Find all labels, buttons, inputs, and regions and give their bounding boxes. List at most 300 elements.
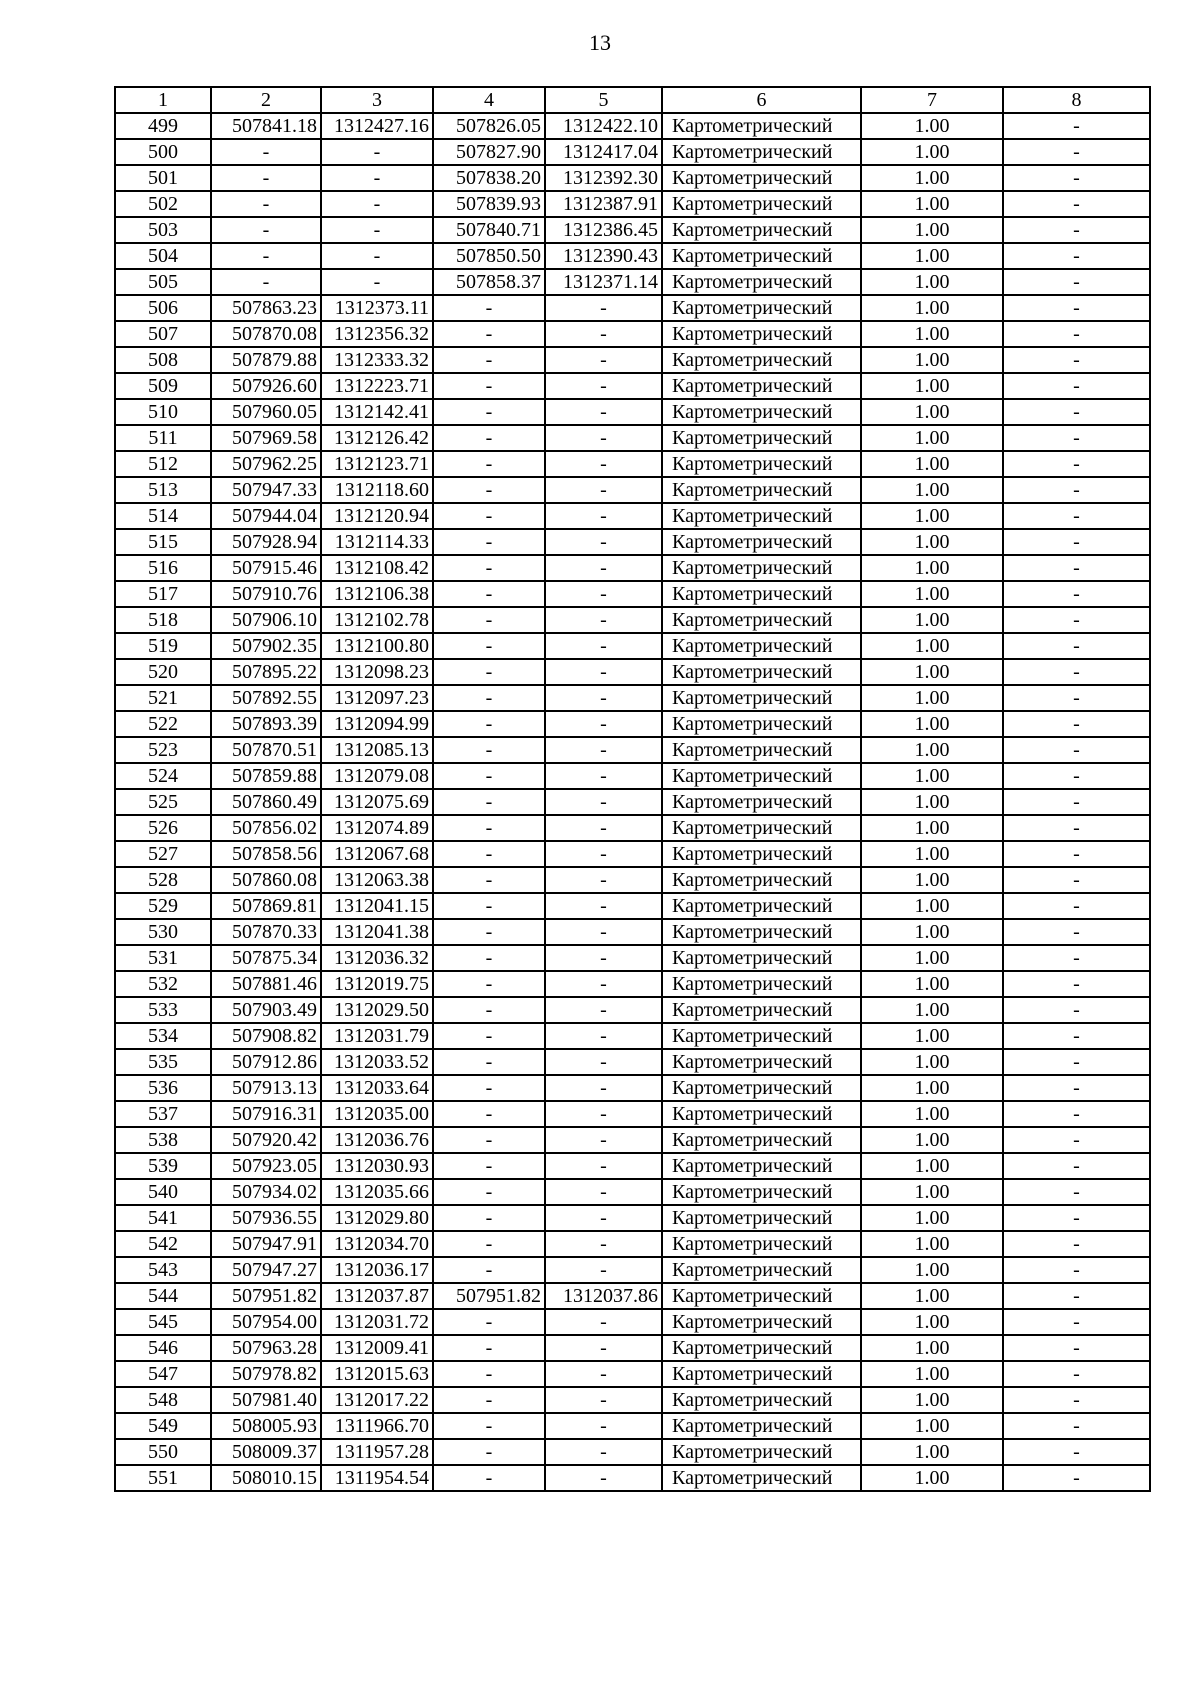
table-cell: 1.00 bbox=[861, 1335, 1003, 1361]
table-cell: 1.00 bbox=[861, 1465, 1003, 1491]
table-cell: 1312031.79 bbox=[321, 1023, 433, 1049]
table-cell: Картометрический bbox=[662, 165, 861, 191]
table-cell: - bbox=[433, 867, 545, 893]
table-row bbox=[115, 815, 1150, 841]
table-row bbox=[115, 529, 1150, 555]
table-cell: - bbox=[1003, 555, 1150, 581]
table-row bbox=[115, 997, 1150, 1023]
table-cell: - bbox=[1003, 451, 1150, 477]
table-cell: - bbox=[211, 139, 321, 165]
table-cell: Картометрический bbox=[662, 1465, 861, 1491]
table-row bbox=[115, 1127, 1150, 1153]
table-cell: - bbox=[433, 399, 545, 425]
table-cell: Картометрический bbox=[662, 1361, 861, 1387]
table-cell: Картометрический bbox=[662, 1153, 861, 1179]
table-cell: 1312427.16 bbox=[321, 113, 433, 139]
table-cell: 520 bbox=[115, 659, 211, 685]
table-cell: 1.00 bbox=[861, 555, 1003, 581]
table-cell: Картометрический bbox=[662, 919, 861, 945]
table-cell: - bbox=[1003, 1387, 1150, 1413]
table-cell: 1312035.66 bbox=[321, 1179, 433, 1205]
table-cell: 522 bbox=[115, 711, 211, 737]
table-cell: 1312067.68 bbox=[321, 841, 433, 867]
table-cell: 1.00 bbox=[861, 1231, 1003, 1257]
table-cell: - bbox=[545, 1465, 662, 1491]
table-cell: 507981.40 bbox=[211, 1387, 321, 1413]
table-cell: - bbox=[433, 1127, 545, 1153]
table-cell: Картометрический bbox=[662, 763, 861, 789]
table-cell: - bbox=[1003, 763, 1150, 789]
table-cell: - bbox=[545, 841, 662, 867]
table-cell: 1.00 bbox=[861, 1439, 1003, 1465]
table-row bbox=[115, 1023, 1150, 1049]
table-cell: Картометрический bbox=[662, 1075, 861, 1101]
table-cell: 1312386.45 bbox=[545, 217, 662, 243]
table-cell: - bbox=[433, 841, 545, 867]
table-cell: 1311954.54 bbox=[321, 1465, 433, 1491]
table-cell: 507920.42 bbox=[211, 1127, 321, 1153]
table-cell: - bbox=[1003, 607, 1150, 633]
table-cell: 542 bbox=[115, 1231, 211, 1257]
table-cell: 1312063.38 bbox=[321, 867, 433, 893]
table-cell: - bbox=[1003, 139, 1150, 165]
table-cell: Картометрический bbox=[662, 477, 861, 503]
table-cell: Картометрический bbox=[662, 113, 861, 139]
table-row bbox=[115, 1075, 1150, 1101]
table-cell: Картометрический bbox=[662, 711, 861, 737]
table-cell: 1.00 bbox=[861, 1387, 1003, 1413]
table-cell: - bbox=[545, 503, 662, 529]
table-cell: - bbox=[1003, 269, 1150, 295]
table-cell: 507903.49 bbox=[211, 997, 321, 1023]
table-cell: 507951.82 bbox=[433, 1283, 545, 1309]
table-cell: 1.00 bbox=[861, 295, 1003, 321]
table-cell: 504 bbox=[115, 243, 211, 269]
table-cell: Картометрический bbox=[662, 425, 861, 451]
table-cell: - bbox=[545, 1439, 662, 1465]
table-cell: Картометрический bbox=[662, 737, 861, 763]
table-cell: 1312422.10 bbox=[545, 113, 662, 139]
table-cell: 507856.02 bbox=[211, 815, 321, 841]
table-cell: 1312030.93 bbox=[321, 1153, 433, 1179]
table-cell: 1.00 bbox=[861, 1023, 1003, 1049]
table-cell: - bbox=[545, 633, 662, 659]
table-cell: 534 bbox=[115, 1023, 211, 1049]
table-cell: 531 bbox=[115, 945, 211, 971]
table-row bbox=[115, 295, 1150, 321]
table-cell: 507944.04 bbox=[211, 503, 321, 529]
table-cell: Картометрический bbox=[662, 373, 861, 399]
table-cell: 507963.28 bbox=[211, 1335, 321, 1361]
table-cell: 1312033.52 bbox=[321, 1049, 433, 1075]
table-cell: 507840.71 bbox=[433, 217, 545, 243]
table-cell: 1312123.71 bbox=[321, 451, 433, 477]
table-cell: 1312035.00 bbox=[321, 1101, 433, 1127]
table-cell: Картометрический bbox=[662, 503, 861, 529]
table-cell: Картометрический bbox=[662, 347, 861, 373]
table-cell: 1312392.30 bbox=[545, 165, 662, 191]
table-cell: Картометрический bbox=[662, 295, 861, 321]
table-row bbox=[115, 347, 1150, 373]
table-cell: - bbox=[433, 815, 545, 841]
table-cell: 1.00 bbox=[861, 1413, 1003, 1439]
table-cell: 1.00 bbox=[861, 763, 1003, 789]
table-cell: - bbox=[1003, 945, 1150, 971]
table-row bbox=[115, 737, 1150, 763]
table-cell: - bbox=[1003, 321, 1150, 347]
table-cell: - bbox=[1003, 1153, 1150, 1179]
table-cell: - bbox=[545, 373, 662, 399]
table-cell: - bbox=[211, 243, 321, 269]
table-cell: 507936.55 bbox=[211, 1205, 321, 1231]
table-row bbox=[115, 1179, 1150, 1205]
table-cell: 507978.82 bbox=[211, 1361, 321, 1387]
table-cell: Картометрический bbox=[662, 659, 861, 685]
table-cell: Картометрический bbox=[662, 269, 861, 295]
table-cell: 1.00 bbox=[861, 1101, 1003, 1127]
table-cell: - bbox=[545, 1387, 662, 1413]
table-cell: Картометрический bbox=[662, 607, 861, 633]
table-cell: - bbox=[1003, 503, 1150, 529]
table-cell: 1312017.22 bbox=[321, 1387, 433, 1413]
table-cell: - bbox=[545, 295, 662, 321]
table-cell: 511 bbox=[115, 425, 211, 451]
table-cell: - bbox=[1003, 1075, 1150, 1101]
table-cell: 546 bbox=[115, 1335, 211, 1361]
page-number: 13 bbox=[589, 30, 611, 55]
table-cell: 1.00 bbox=[861, 243, 1003, 269]
table-cell: 1312120.94 bbox=[321, 503, 433, 529]
table-cell: - bbox=[545, 893, 662, 919]
table-cell: 513 bbox=[115, 477, 211, 503]
table-row bbox=[115, 139, 1150, 165]
table-cell: Картометрический bbox=[662, 1127, 861, 1153]
table-cell: 519 bbox=[115, 633, 211, 659]
table-cell: 1.00 bbox=[861, 165, 1003, 191]
table-cell: 1.00 bbox=[861, 113, 1003, 139]
table-cell: 535 bbox=[115, 1049, 211, 1075]
table-row bbox=[115, 633, 1150, 659]
table-cell: 1312029.80 bbox=[321, 1205, 433, 1231]
table-cell: - bbox=[1003, 165, 1150, 191]
table-cell: 507908.82 bbox=[211, 1023, 321, 1049]
table-cell: Картометрический bbox=[662, 1387, 861, 1413]
table-cell: 1.00 bbox=[861, 1075, 1003, 1101]
table-cell: - bbox=[1003, 737, 1150, 763]
table-cell: 1.00 bbox=[861, 191, 1003, 217]
table-cell: Картометрический bbox=[662, 1309, 861, 1335]
table-cell: 1.00 bbox=[861, 581, 1003, 607]
table-cell: - bbox=[545, 477, 662, 503]
table-cell: Картометрический bbox=[662, 555, 861, 581]
table-cell: 1.00 bbox=[861, 971, 1003, 997]
table-row bbox=[115, 1153, 1150, 1179]
table-cell: 1312097.23 bbox=[321, 685, 433, 711]
table-cell: - bbox=[1003, 1101, 1150, 1127]
table-cell: 1312041.38 bbox=[321, 919, 433, 945]
table-cell: - bbox=[1003, 789, 1150, 815]
table-cell: - bbox=[433, 1153, 545, 1179]
table-cell: 1.00 bbox=[861, 789, 1003, 815]
table-cell: 536 bbox=[115, 1075, 211, 1101]
table-cell: - bbox=[1003, 1361, 1150, 1387]
table-cell: 1312036.17 bbox=[321, 1257, 433, 1283]
table-cell: Картометрический bbox=[662, 1205, 861, 1231]
table-cell: 516 bbox=[115, 555, 211, 581]
table-row bbox=[115, 945, 1150, 971]
table-cell: 1.00 bbox=[861, 867, 1003, 893]
table-cell: 507892.55 bbox=[211, 685, 321, 711]
table-cell: 1.00 bbox=[861, 139, 1003, 165]
table-cell: - bbox=[433, 1465, 545, 1491]
table-cell: 530 bbox=[115, 919, 211, 945]
table-cell: - bbox=[433, 659, 545, 685]
table-cell: 1.00 bbox=[861, 503, 1003, 529]
table-row bbox=[115, 1205, 1150, 1231]
table-cell: - bbox=[433, 1101, 545, 1127]
table-cell: 507859.88 bbox=[211, 763, 321, 789]
table-row bbox=[115, 841, 1150, 867]
table-cell: - bbox=[433, 607, 545, 633]
table-cell: 499 bbox=[115, 113, 211, 139]
table-cell: 523 bbox=[115, 737, 211, 763]
table-row bbox=[115, 789, 1150, 815]
table-cell: 1312102.78 bbox=[321, 607, 433, 633]
table-cell: - bbox=[545, 451, 662, 477]
table-cell: 501 bbox=[115, 165, 211, 191]
table-cell: - bbox=[1003, 1231, 1150, 1257]
table-cell: - bbox=[433, 425, 545, 451]
table-cell: 550 bbox=[115, 1439, 211, 1465]
table-cell: 1312108.42 bbox=[321, 555, 433, 581]
column-header-5: 5 bbox=[545, 87, 662, 113]
table-cell: - bbox=[1003, 1205, 1150, 1231]
table-cell: Картометрический bbox=[662, 971, 861, 997]
table-cell: 1312074.89 bbox=[321, 815, 433, 841]
table-row bbox=[115, 867, 1150, 893]
table-cell: 507947.91 bbox=[211, 1231, 321, 1257]
table-cell: 1312037.86 bbox=[545, 1283, 662, 1309]
table-cell: 507947.33 bbox=[211, 477, 321, 503]
table-cell: - bbox=[1003, 295, 1150, 321]
table-cell: 507 bbox=[115, 321, 211, 347]
table-cell: - bbox=[321, 243, 433, 269]
table-cell: - bbox=[545, 659, 662, 685]
table-cell: 1312029.50 bbox=[321, 997, 433, 1023]
table-cell: Картометрический bbox=[662, 893, 861, 919]
table-cell: 1.00 bbox=[861, 1179, 1003, 1205]
table-cell: - bbox=[545, 1205, 662, 1231]
table-cell: - bbox=[211, 217, 321, 243]
table-cell: 1.00 bbox=[861, 919, 1003, 945]
table-row bbox=[115, 711, 1150, 737]
table-cell: - bbox=[1003, 997, 1150, 1023]
table-cell: 507860.08 bbox=[211, 867, 321, 893]
coordinates-table bbox=[114, 86, 1151, 1492]
table-row bbox=[115, 607, 1150, 633]
table-cell: Картометрический bbox=[662, 1101, 861, 1127]
table-cell: 1.00 bbox=[861, 217, 1003, 243]
table-cell: 512 bbox=[115, 451, 211, 477]
table-cell: 508005.93 bbox=[211, 1413, 321, 1439]
table-cell: Картометрический bbox=[662, 399, 861, 425]
table-cell: Картометрический bbox=[662, 321, 861, 347]
table-cell: 507881.46 bbox=[211, 971, 321, 997]
table-cell: - bbox=[433, 763, 545, 789]
table-cell: - bbox=[321, 191, 433, 217]
table-cell: - bbox=[545, 347, 662, 373]
table-cell: - bbox=[433, 1257, 545, 1283]
table-cell: 1.00 bbox=[861, 1205, 1003, 1231]
table-cell: 532 bbox=[115, 971, 211, 997]
table-cell: 507913.13 bbox=[211, 1075, 321, 1101]
table-cell: 1.00 bbox=[861, 373, 1003, 399]
table-cell: - bbox=[1003, 685, 1150, 711]
table-cell: - bbox=[545, 1335, 662, 1361]
table-cell: - bbox=[1003, 711, 1150, 737]
table-cell: - bbox=[211, 165, 321, 191]
table-row bbox=[115, 243, 1150, 269]
table-row bbox=[115, 113, 1150, 139]
table-cell: Картометрический bbox=[662, 1439, 861, 1465]
table-cell: - bbox=[545, 321, 662, 347]
table-cell: - bbox=[545, 1413, 662, 1439]
table-cell: 529 bbox=[115, 893, 211, 919]
table-cell: 518 bbox=[115, 607, 211, 633]
table-cell: - bbox=[545, 789, 662, 815]
table-row bbox=[115, 1465, 1150, 1491]
table-cell: - bbox=[433, 451, 545, 477]
table-cell: 1312106.38 bbox=[321, 581, 433, 607]
table-cell: 1.00 bbox=[861, 737, 1003, 763]
table-cell: - bbox=[1003, 633, 1150, 659]
table-cell: - bbox=[1003, 373, 1150, 399]
table-cell: 537 bbox=[115, 1101, 211, 1127]
table-cell: - bbox=[433, 997, 545, 1023]
table-cell: Картометрический bbox=[662, 581, 861, 607]
table-cell: 547 bbox=[115, 1361, 211, 1387]
table-cell: Картометрический bbox=[662, 867, 861, 893]
table-cell: 1.00 bbox=[861, 711, 1003, 737]
table-cell: 500 bbox=[115, 139, 211, 165]
table-row bbox=[115, 893, 1150, 919]
table-cell: 1.00 bbox=[861, 607, 1003, 633]
table-cell: Картометрический bbox=[662, 139, 861, 165]
table-row bbox=[115, 373, 1150, 399]
table-cell: 1.00 bbox=[861, 477, 1003, 503]
table-cell: 1312223.71 bbox=[321, 373, 433, 399]
table-row bbox=[115, 191, 1150, 217]
table-cell: 507879.88 bbox=[211, 347, 321, 373]
table-cell: 510 bbox=[115, 399, 211, 425]
table-cell: 507839.93 bbox=[433, 191, 545, 217]
table-cell: - bbox=[545, 685, 662, 711]
table-cell: - bbox=[433, 1205, 545, 1231]
table-cell: Картометрический bbox=[662, 789, 861, 815]
table-cell: 1312079.08 bbox=[321, 763, 433, 789]
table-cell: - bbox=[433, 919, 545, 945]
table-cell: - bbox=[433, 295, 545, 321]
table-cell: 541 bbox=[115, 1205, 211, 1231]
column-header-3: 3 bbox=[321, 87, 433, 113]
table-cell: - bbox=[1003, 399, 1150, 425]
table-cell: 1312118.60 bbox=[321, 477, 433, 503]
table-cell: - bbox=[1003, 1127, 1150, 1153]
table-row bbox=[115, 1101, 1150, 1127]
table-row bbox=[115, 919, 1150, 945]
table-cell: 507969.58 bbox=[211, 425, 321, 451]
table-cell: - bbox=[1003, 347, 1150, 373]
table-cell: 507863.23 bbox=[211, 295, 321, 321]
table-cell: 1.00 bbox=[861, 347, 1003, 373]
table-cell: - bbox=[545, 971, 662, 997]
table-cell: - bbox=[545, 581, 662, 607]
table-cell: 507915.46 bbox=[211, 555, 321, 581]
table-cell: Картометрический bbox=[662, 633, 861, 659]
table-cell: 507870.51 bbox=[211, 737, 321, 763]
table-cell: Картометрический bbox=[662, 1023, 861, 1049]
table-cell: 1.00 bbox=[861, 815, 1003, 841]
table-cell: 502 bbox=[115, 191, 211, 217]
table-cell: - bbox=[1003, 581, 1150, 607]
table-cell: Картометрический bbox=[662, 529, 861, 555]
table-cell: 1312098.23 bbox=[321, 659, 433, 685]
table-cell: - bbox=[1003, 1413, 1150, 1439]
table-cell: 551 bbox=[115, 1465, 211, 1491]
table-cell: 1312356.32 bbox=[321, 321, 433, 347]
table-cell: - bbox=[545, 1075, 662, 1101]
table-cell: 1312373.11 bbox=[321, 295, 433, 321]
table-cell: 507875.34 bbox=[211, 945, 321, 971]
table-cell: 507870.33 bbox=[211, 919, 321, 945]
table-cell: - bbox=[545, 529, 662, 555]
table-cell: - bbox=[433, 555, 545, 581]
table-cell: 1312034.70 bbox=[321, 1231, 433, 1257]
table-cell: 1312075.69 bbox=[321, 789, 433, 815]
table-cell: 507910.76 bbox=[211, 581, 321, 607]
table-cell: - bbox=[433, 1309, 545, 1335]
table-cell: - bbox=[545, 399, 662, 425]
table-cell: - bbox=[433, 1439, 545, 1465]
table-cell: - bbox=[433, 1231, 545, 1257]
table-cell: - bbox=[545, 1257, 662, 1283]
table-cell: - bbox=[433, 581, 545, 607]
table-cell: 1312033.64 bbox=[321, 1075, 433, 1101]
table-cell: Картометрический bbox=[662, 217, 861, 243]
table-cell: 507895.22 bbox=[211, 659, 321, 685]
table-cell: 1.00 bbox=[861, 685, 1003, 711]
table-cell: 507869.81 bbox=[211, 893, 321, 919]
table-cell: 517 bbox=[115, 581, 211, 607]
table-cell: 507928.94 bbox=[211, 529, 321, 555]
table-cell: 507926.60 bbox=[211, 373, 321, 399]
table-cell: 1.00 bbox=[861, 1257, 1003, 1283]
table-cell: 507838.20 bbox=[433, 165, 545, 191]
table-cell: Картометрический bbox=[662, 1413, 861, 1439]
table-cell: - bbox=[1003, 1049, 1150, 1075]
table-cell: 533 bbox=[115, 997, 211, 1023]
table-cell: - bbox=[321, 165, 433, 191]
table-cell: Картометрический bbox=[662, 1335, 861, 1361]
table-cell: 507850.50 bbox=[433, 243, 545, 269]
table-cell: - bbox=[433, 633, 545, 659]
table-cell: 1312126.42 bbox=[321, 425, 433, 451]
table-cell: 515 bbox=[115, 529, 211, 555]
table-cell: 507960.05 bbox=[211, 399, 321, 425]
table-cell: - bbox=[545, 1023, 662, 1049]
table-cell: - bbox=[433, 789, 545, 815]
table-cell: 508010.15 bbox=[211, 1465, 321, 1491]
